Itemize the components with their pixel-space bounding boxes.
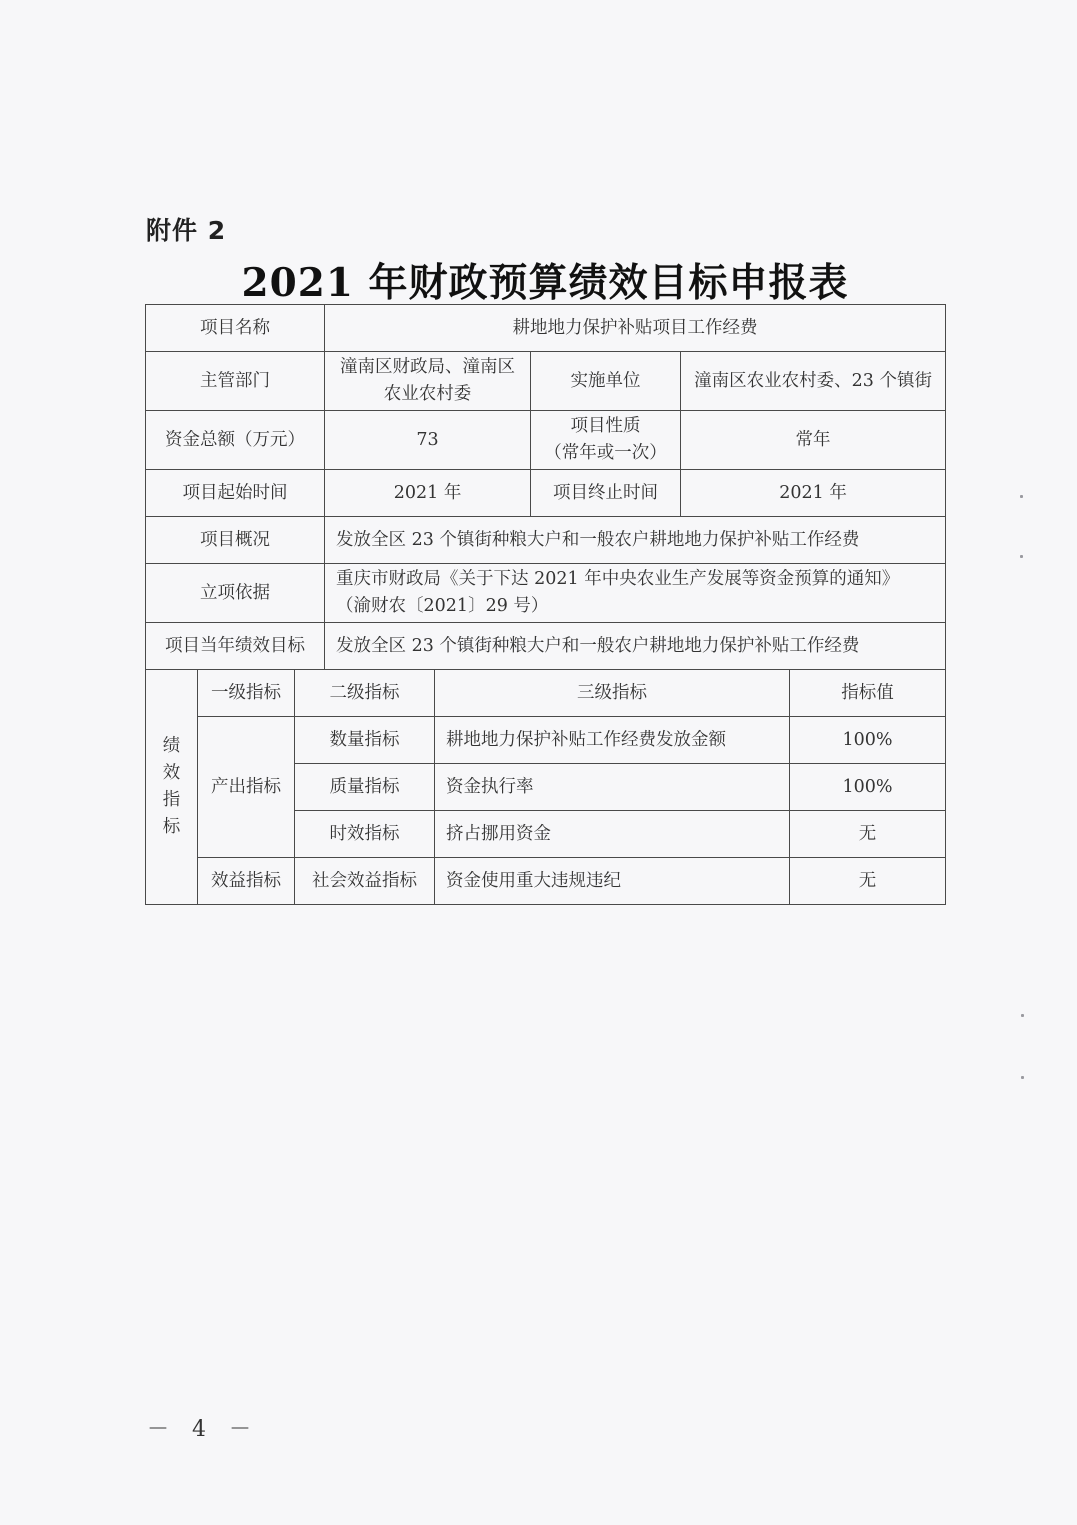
value-cell: 无 (790, 858, 946, 905)
indicator-header-row (146, 670, 946, 717)
nature-label (531, 411, 681, 470)
scan-speck (1021, 1014, 1024, 1017)
overview-label: 项目概况 (146, 517, 325, 564)
level2-cell: 时效指标 (295, 811, 435, 858)
value-cell: 无 (790, 811, 946, 858)
budget-performance-form (145, 304, 946, 905)
indicator-section-char: 指 (162, 790, 181, 810)
level2-cell: 数量指标 (295, 717, 435, 764)
goal-label: 项目当年绩效目标 (146, 623, 325, 670)
level3-cell: 挤占挪用资金 (435, 811, 790, 858)
dept-value-line2: 农业农村委 (383, 384, 472, 404)
header-value: 指标值 (790, 670, 946, 717)
fund-label: 资金总额（万元） (146, 411, 325, 470)
value-cell: 100% (790, 717, 946, 764)
scan-speck (1020, 495, 1023, 498)
impl-label: 实施单位 (531, 352, 681, 411)
indicator-section-char: 标 (162, 817, 181, 837)
output-indicator-label: 产出指标 (198, 717, 295, 858)
row-basis (146, 564, 946, 623)
impl-value: 潼南区农业农村委、23 个镇街 (681, 352, 946, 411)
nature-label-line2: （常年或一次） (544, 443, 667, 463)
attachment-label: 附件 2 (146, 216, 227, 245)
project-name-label: 项目名称 (146, 305, 325, 352)
basis-line2: （渝财农〔2021〕29 号） (336, 596, 549, 616)
indicator-section-char: 效 (162, 763, 181, 783)
start-label: 项目起始时间 (146, 470, 325, 517)
dept-value (325, 352, 531, 411)
table-row (146, 717, 946, 764)
project-name-value: 耕地地力保护补贴项目工作经费 (325, 305, 946, 352)
end-value: 2021 年 (681, 470, 946, 517)
document-title: 2021 年财政预算绩效目标申报表 (241, 260, 849, 306)
row-fund (146, 411, 946, 470)
start-value: 2021 年 (325, 470, 531, 517)
row-time (146, 470, 946, 517)
page-number: － 4 － (147, 1417, 259, 1442)
nature-value: 常年 (681, 411, 946, 470)
level2-cell: 社会效益指标 (295, 858, 435, 905)
row-department (146, 352, 946, 411)
fund-value: 73 (325, 411, 531, 470)
dept-value-line1: 潼南区财政局、潼南区 (340, 357, 516, 377)
header-level2: 二级指标 (295, 670, 435, 717)
row-overview (146, 517, 946, 564)
level3-cell: 耕地地力保护补贴工作经费发放金额 (435, 717, 790, 764)
row-project-name (146, 305, 946, 352)
dept-label: 主管部门 (146, 352, 325, 411)
table-row (146, 858, 946, 905)
level3-cell: 资金使用重大违规违纪 (435, 858, 790, 905)
benefit-indicator-label: 效益指标 (198, 858, 295, 905)
nature-label-line1: 项目性质 (570, 416, 641, 436)
level3-cell: 资金执行率 (435, 764, 790, 811)
goal-value: 发放全区 23 个镇街种粮大户和一般农户耕地地力保护补贴工作经费 (325, 623, 946, 670)
basis-line1: 重庆市财政局《关于下达 2021 年中央农业生产发展等资金预算的通知》 (336, 569, 900, 589)
header-level3: 三级指标 (435, 670, 790, 717)
end-label: 项目终止时间 (531, 470, 681, 517)
level2-cell: 质量指标 (295, 764, 435, 811)
header-level1: 一级指标 (198, 670, 295, 717)
scan-speck (1020, 555, 1023, 558)
overview-value: 发放全区 23 个镇街种粮大户和一般农户耕地地力保护补贴工作经费 (325, 517, 946, 564)
basis-value (325, 564, 946, 623)
row-goal (146, 623, 946, 670)
indicator-section-char: 绩 (162, 736, 181, 756)
scan-speck (1021, 1076, 1024, 1079)
indicator-section-label (146, 670, 198, 905)
value-cell: 100% (790, 764, 946, 811)
basis-label: 立项依据 (146, 564, 325, 623)
